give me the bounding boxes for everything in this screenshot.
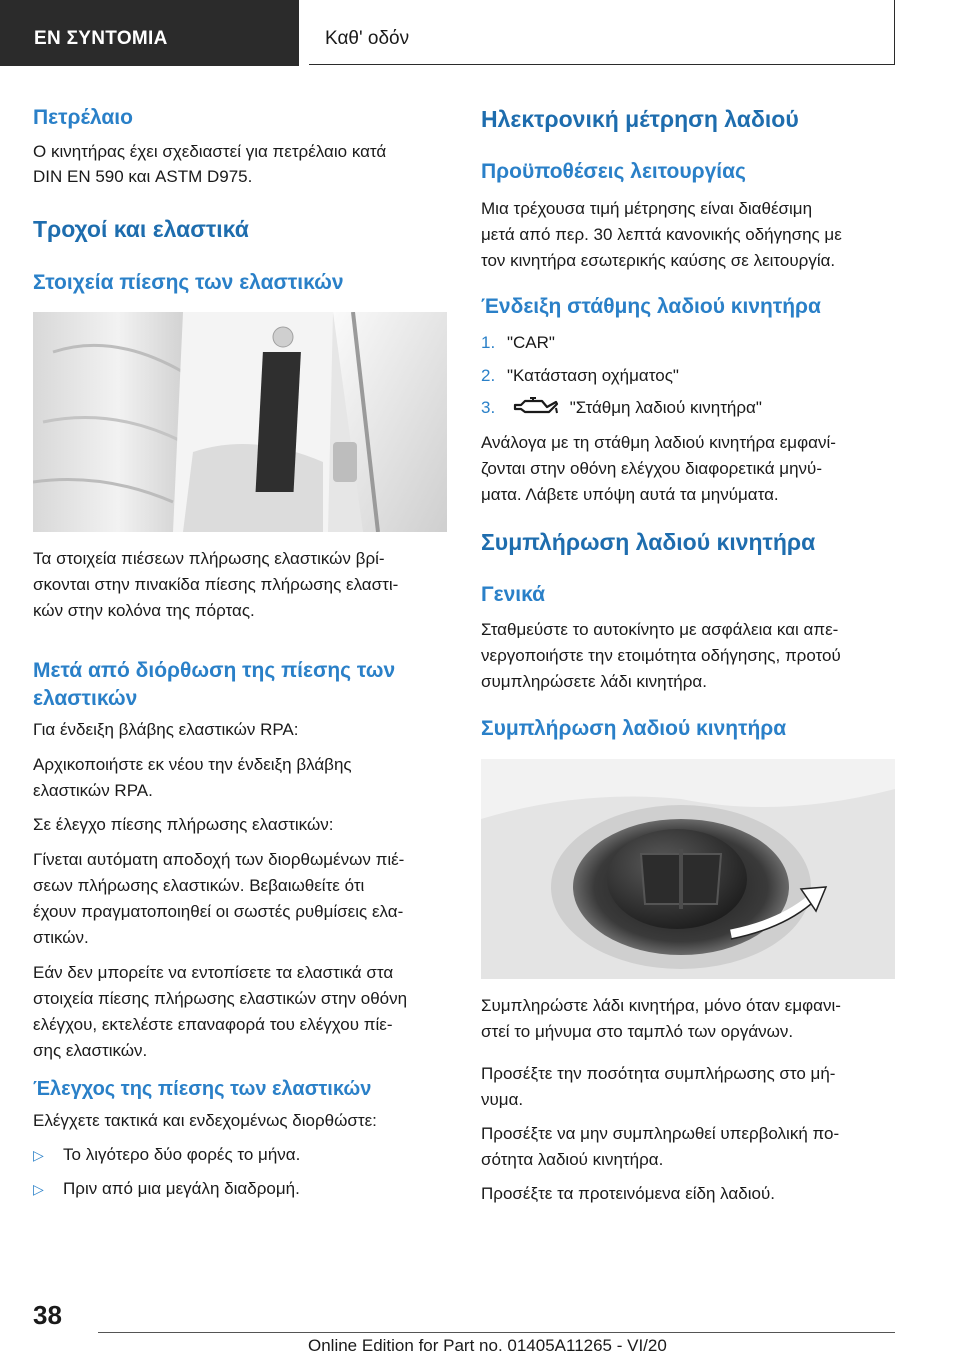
reset-text-line: Εάν δεν μπορείτε να εντοπίσετε τα ελαστικά στα: [33, 963, 394, 982]
door-pillar-photo: [33, 312, 447, 532]
rpa-text-line: ελαστικών RPA.: [33, 781, 153, 800]
chapter-title: Καθ' οδόν: [325, 28, 410, 49]
requirements-line: Μια τρέχουσα τιμή μέτρησης είναι διαθέσιμη: [481, 199, 813, 218]
section-tab: [0, 0, 299, 66]
step-label: "CAR": [507, 333, 555, 352]
general-heading: Γενικά: [481, 583, 546, 606]
fuel-text-line: Ο κινητήρας έχει σχεδιαστεί για πετρέλαιο κατά: [33, 142, 387, 161]
reset-text-line: ελέγχου, εκτελέστε επαναφορά του ελέγχου πίε-: [33, 1015, 393, 1034]
overfill-line: σότητα λαδιού κινητήρα.: [481, 1150, 664, 1169]
step-number: 3.: [481, 398, 496, 417]
overfill-line: Προσέξτε να μην συμπληρωθεί υπερβολική πο-: [481, 1124, 840, 1143]
quantity-line: Προσέξτε την ποσότητα συμπλήρωσης στο μή-: [481, 1064, 836, 1083]
general-line: νεργοποιήστε την ετοιμότητα οδήγησης, προτού: [481, 646, 841, 665]
step-number: 2.: [481, 366, 496, 385]
after-correction-heading: ελαστικών: [33, 687, 138, 710]
fuel-heading: Πετρέλαιο: [33, 106, 133, 129]
tyre-info-line: κών στην κολόνα της πόρτας.: [33, 601, 255, 620]
after-correction-heading: Μετά από διόρθωση της πίεσης των: [33, 659, 396, 682]
check-item-text: Το λιγότερο δύο φορές το μήνα.: [63, 1145, 301, 1164]
step-item: [481, 395, 895, 421]
reset-text-line: στοιχεία πίεσης πλήρωσης ελαστικών στην οθόνη: [33, 989, 408, 1008]
monitor-text-line: σεων πλήρωσης ελαστικών. Βεβαιωθείτε ότι: [33, 876, 365, 895]
chapter-tab: [309, 0, 895, 65]
monitor-text-line: έχουν πραγματοποιηθεί οι σωστές ρυθμίσεις ελα-: [33, 902, 404, 921]
message-line: ματα. Λάβετε υπόψη αυτά τα μηνύματα.: [481, 485, 779, 504]
wheels-heading: Τροχοί και ελαστικά: [33, 216, 249, 242]
edition-note: Online Edition for Part no. 01405A11265 - VI/20: [308, 1336, 667, 1355]
fuel-text-line: DIN EN 590 και ASTM D975.: [33, 167, 253, 186]
tyre-info-line: σκονται στην πινακίδα πίεσης πλήρωσης ελαστι-: [33, 575, 399, 594]
monitor-text-line: Γίνεται αυτόματη αποδοχή των διορθωμένων πιέ-: [33, 850, 405, 869]
monitor-intro: Σε έλεγχο πίεσης πλήρωσης ελαστικών:: [33, 815, 334, 834]
page-number: 38: [33, 1300, 62, 1330]
tyre-data-heading: Στοιχεία πίεσης των ελαστικών: [33, 271, 344, 294]
step-label: "Στάθμη λαδιού κινητήρα": [569, 398, 762, 417]
general-line: συμπληρώσετε λάδι κινητήρα.: [481, 672, 707, 691]
message-line: ζονται στην οθόνη ελέγχου διαφορετικά μηνύ-: [481, 459, 822, 478]
requirements-line: τον κινητήρα εσωτερικής καύσης σε λειτουργία.: [481, 251, 836, 270]
oil-filler-cap-photo: [481, 759, 895, 979]
section-title: ΕΝ ΣΥΝΤΟΜΙΑ: [34, 28, 168, 49]
requirements-heading: Προϋποθέσεις λειτουργίας: [481, 160, 746, 183]
add-oil-heading: Συμπλήρωση λαδιού κινητήρα: [481, 529, 816, 555]
quantity-line: νυμα.: [481, 1090, 524, 1109]
check-pressure-heading: Έλεγχος της πίεσης των ελαστικών: [33, 1078, 372, 1100]
oil-filler-cap-illustration: [481, 759, 895, 979]
rpa-text-line: Αρχικοποιήστε εκ νέου την ένδειξη βλάβης: [33, 755, 352, 774]
check-intro: Ελέγχετε τακτικά και ενδεχομένως διορθώστε:: [33, 1111, 377, 1130]
requirements-line: μετά από περ. 30 λεπτά κανονικής οδήγησης με: [481, 225, 842, 244]
check-item-text: Πριν από μια μεγάλη διαδρομή.: [63, 1179, 300, 1198]
add-oil-line: στεί το μήνυμα στο ταμπλό των οργάνων.: [481, 1022, 794, 1041]
general-line: Σταθμεύστε το αυτοκίνητο με ασφάλεια και απε-: [481, 620, 839, 639]
oil-can-icon: [512, 396, 560, 418]
step-item: [481, 330, 895, 356]
rpa-intro: Για ένδειξη βλάβης ελαστικών RPA:: [33, 720, 299, 739]
check-list-item: [33, 1142, 447, 1169]
bullet-triangle-icon: ▷: [33, 1147, 44, 1163]
tyre-info-line: Τα στοιχεία πιέσεων πλήρωσης ελαστικών βρί-: [33, 549, 385, 568]
electronic-oil-heading: Ηλεκτρονική μέτρηση λαδιού: [481, 106, 799, 132]
footer-divider: [98, 1332, 895, 1333]
step-number: 1.: [481, 333, 496, 352]
check-list-item: [33, 1176, 447, 1203]
oil-types-line: Προσέξτε τα προτεινόμενα είδη λαδιού.: [481, 1184, 775, 1203]
oil-level-heading: Ένδειξη στάθμης λαδιού κινητήρα: [481, 295, 821, 318]
step-label: "Κατάσταση οχήματος": [507, 366, 679, 385]
add-oil-line: Συμπληρώστε λάδι κινητήρα, μόνο όταν εμφανι-: [481, 996, 841, 1015]
step-item: [481, 363, 895, 389]
reset-text-line: σης ελαστικών.: [33, 1041, 148, 1060]
message-line: Ανάλογα με τη στάθμη λαδιού κινητήρα εμφανί-: [481, 433, 836, 452]
bullet-triangle-icon: ▷: [33, 1181, 44, 1197]
monitor-text-line: στικών.: [33, 928, 89, 947]
add-oil-subheading: Συμπλήρωση λαδιού κινητήρα: [481, 717, 787, 740]
door-pillar-illustration: [33, 312, 447, 532]
